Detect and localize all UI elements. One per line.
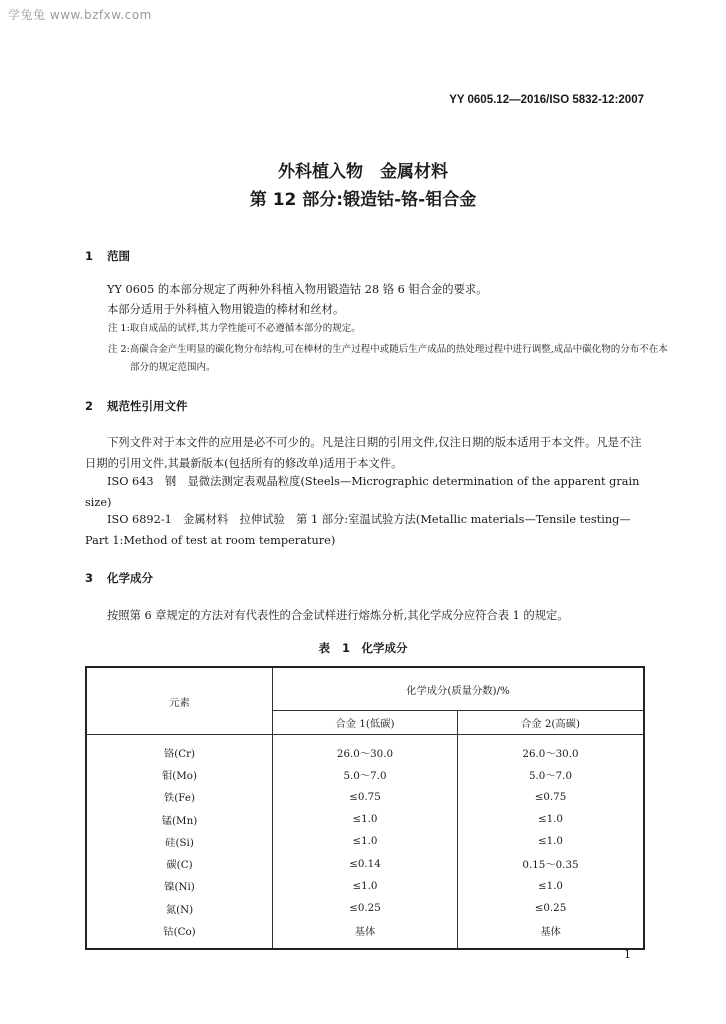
alloy-2-cell: 0.15～0.35 [522, 859, 579, 872]
element-cell: 锰(Mn) [86, 808, 273, 830]
table-row [86, 786, 644, 808]
alloy-2-cell: ≤1.0 [537, 835, 563, 848]
table-row [86, 897, 644, 919]
alloy-1-cell: 基体 [273, 919, 458, 948]
scope-paragraph-2: 本部分适用于外科植入物用锻造的棒材和丝材。 [107, 303, 345, 316]
alloy-2-cell: 基体 [540, 926, 561, 939]
alloy-1-cell: 26.0～30.0 [273, 735, 458, 764]
element-cell: 铬(Cr) [86, 735, 273, 764]
element-cell: 硅(Si) [86, 830, 273, 852]
table-row [86, 808, 644, 830]
element-cell: 钼(Mo) [86, 763, 273, 785]
normative-paragraph: 下列文件对于本文件的应用是必不可少的。凡是注日期的引用文件,仅注日期的版本适用于本文件。凡是不注日期的引用文件,其最新版本(包括所有的修改单)适用于本文件。 [85, 436, 642, 470]
element-cell: 碳(C) [86, 852, 273, 874]
element-cell: 钴(Co) [86, 919, 273, 948]
alloy-2-cell: ≤0.75 [534, 790, 567, 803]
standard-code: YY 0605.12—2016/ISO 5832-12:2007 [449, 94, 644, 106]
section-heading-normative [85, 398, 188, 414]
column-header-alloy-1: 合金 1(低碳) [273, 711, 458, 735]
scope-note-1: 注 1:取自成品的试样,其力学性能可不必遵循本部分的规定。 [108, 323, 361, 334]
table-row [86, 830, 644, 852]
table-row [86, 735, 644, 764]
watermark: 学兔兔 www.bzfxw.com [8, 8, 152, 22]
table-row [86, 852, 644, 874]
alloy-1-cell: ≤1.0 [273, 830, 458, 852]
column-header-element: 元素 [86, 667, 273, 735]
section-number: 2 [85, 399, 94, 413]
section-heading-chemical [85, 570, 153, 586]
section-heading-scope [85, 248, 130, 264]
alloy-1-cell: ≤1.0 [273, 875, 458, 897]
alloy-2-cell: 26.0～30.0 [522, 747, 579, 760]
page-number: 1 [624, 948, 631, 961]
section-number: 3 [85, 571, 94, 585]
element-cell: 氮(N) [86, 897, 273, 919]
document-subtitle: 第 12 部分:锻造钴-铬-钼合金 [249, 190, 477, 210]
alloy-2-cell: ≤1.0 [537, 813, 563, 826]
chemical-composition-table [85, 666, 645, 950]
column-header-composition: 化学成分(质量分数)/% [273, 667, 645, 711]
alloy-2-cell: ≤0.25 [534, 902, 567, 915]
section-title: 范围 [107, 249, 130, 263]
alloy-2-cell: 5.0～7.0 [528, 769, 573, 782]
alloy-2-cell: ≤1.0 [537, 879, 563, 892]
alloy-1-cell: ≤0.14 [273, 852, 458, 874]
section-title: 规范性引用文件 [107, 399, 188, 413]
normative-reference-1: ISO 643 钢 显微法测定表观晶粒度(Steels—Micrographic determination of the apparent grain size) [85, 475, 640, 509]
table-row [86, 919, 644, 948]
table-row [86, 763, 644, 785]
element-cell: 铁(Fe) [86, 786, 273, 808]
scope-note-2: 注 2:高碳合金产生明显的碳化物分布结构,可在棒材的生产过程中或随后生产成品的热处理过程中进行调整,成品中碳化物的分布不在本部分的规定范围内。 [108, 344, 668, 373]
column-header-alloy-2: 合金 2(高碳) [457, 711, 644, 735]
normative-reference-2: ISO 6892-1 金属材料 拉伸试验 第 1 部分:室温试验方法(Metallic materials—Tensile testing—Part 1:Method of test at room temperature) [85, 513, 631, 547]
table-caption: 表 1 化学成分 [318, 641, 408, 655]
scope-paragraph-1: YY 0605 的本部分规定了两种外科植入物用锻造钴 28 铬 6 钼合金的要求。 [107, 283, 488, 296]
chemical-paragraph: 按照第 6 章规定的方法对有代表性的合金试样进行熔炼分析,其化学成分应符合表 1 的规定。 [107, 609, 569, 622]
section-number: 1 [85, 249, 94, 263]
alloy-1-cell: 5.0～7.0 [273, 763, 458, 785]
element-cell: 镍(Ni) [86, 875, 273, 897]
alloy-1-cell: ≤1.0 [273, 808, 458, 830]
alloy-1-cell: ≤0.25 [273, 897, 458, 919]
section-title: 化学成分 [107, 571, 153, 585]
document-title: 外科植入物 金属材料 [278, 162, 448, 182]
table-row [86, 875, 644, 897]
alloy-1-cell: ≤0.75 [273, 786, 458, 808]
